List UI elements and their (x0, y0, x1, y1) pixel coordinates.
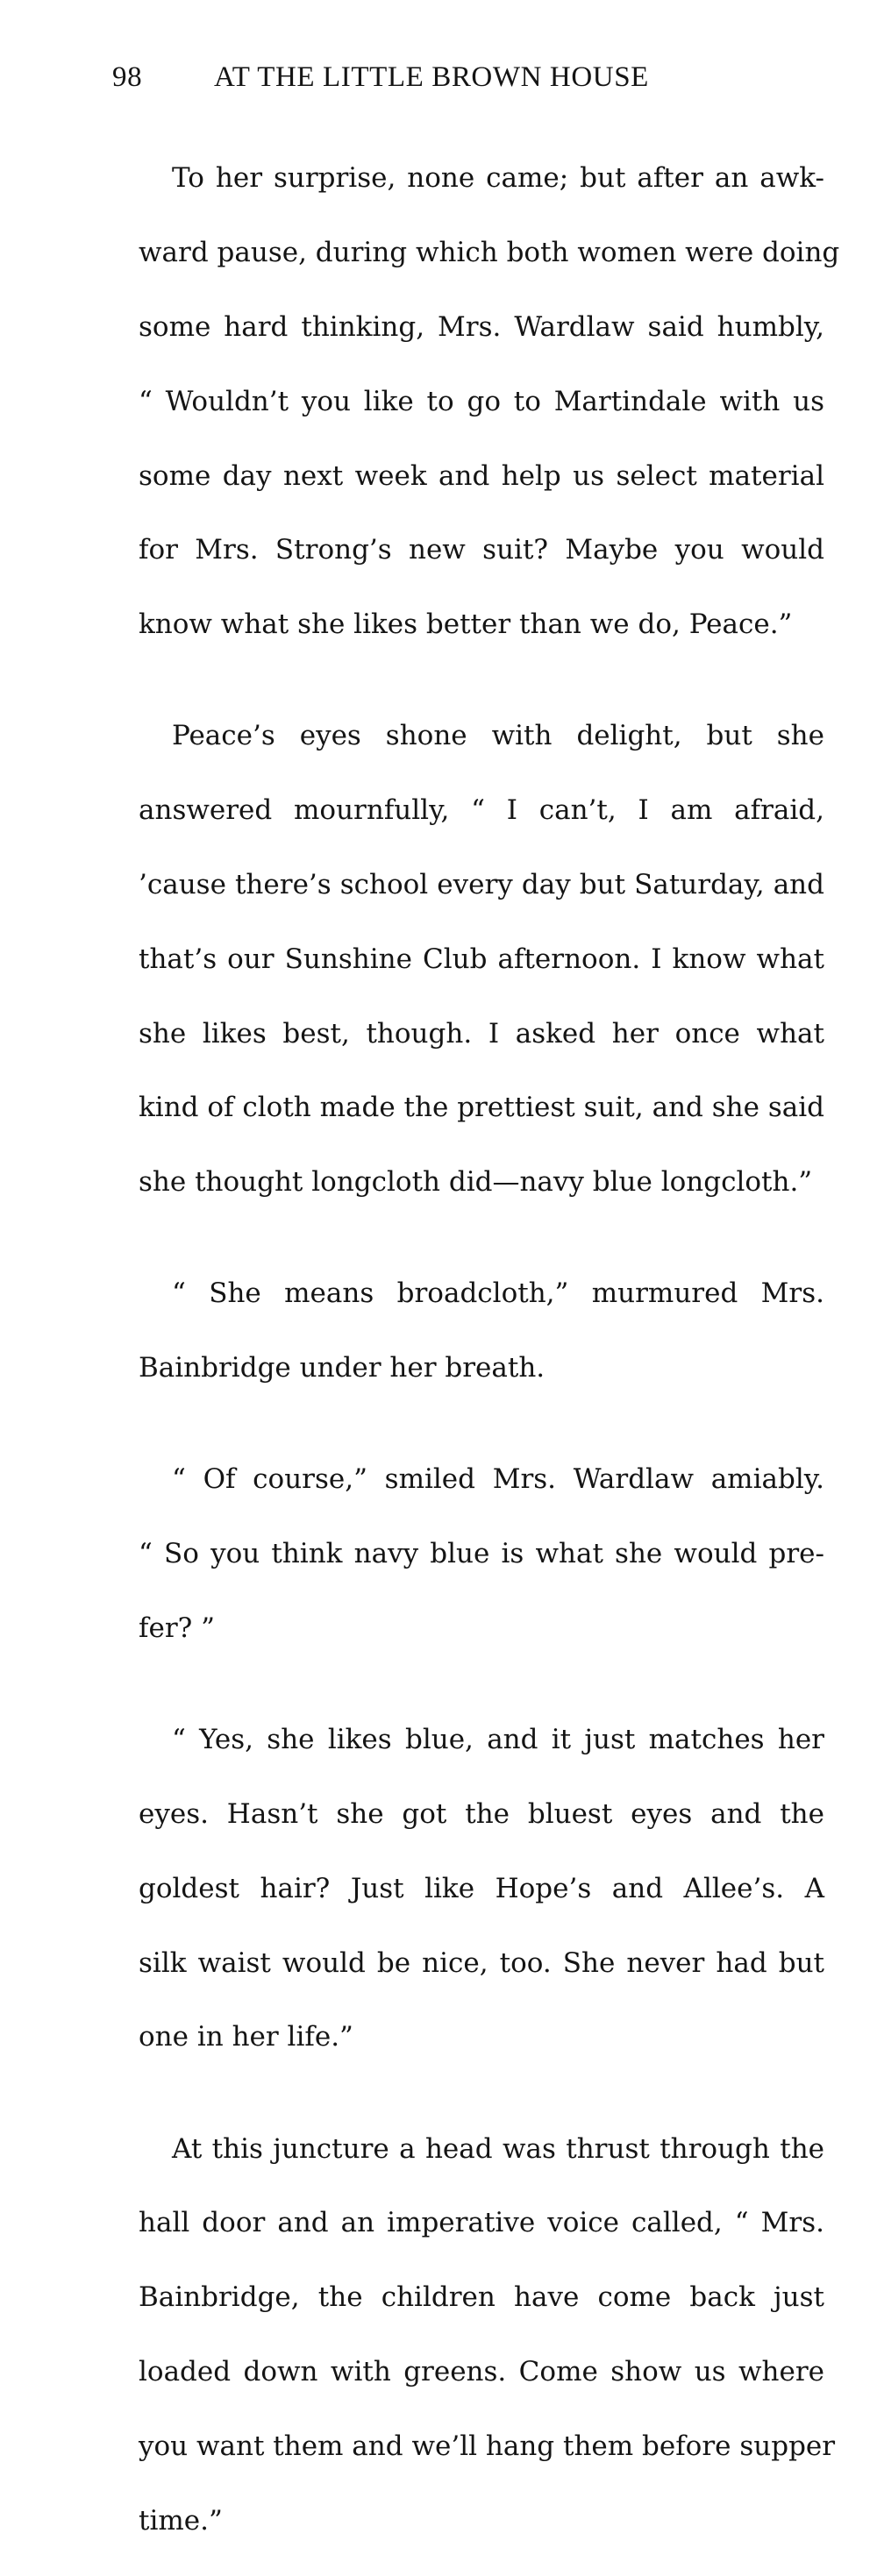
text-line: that’s our Sunshine Club afternoon. I know what (139, 943, 824, 975)
text-line: Bainbridge, the children have come back just (139, 2281, 824, 2314)
text-line: At this juncture a head was thrust through the (172, 2132, 824, 2165)
text-line: one in her life.” (139, 2021, 353, 2053)
paragraph-2 (105, 680, 824, 1238)
text-line: ’cause there’s school every day but Saturday, and (139, 868, 824, 900)
text-line: she thought longcloth did—navy blue longcloth.” (139, 1166, 813, 1199)
text-line: you want them and we’ll hang them before supper (139, 2430, 836, 2462)
text-line: know what she likes better than we do, Peace.” (139, 608, 793, 641)
text-line: To her surprise, none came; but after an awk- (172, 162, 824, 195)
paragraph-5 (105, 1684, 824, 2093)
text-line: “ So you think navy blue is what she would pre- (139, 1538, 824, 1570)
text-line: she likes best, though. I asked her once what (139, 1017, 824, 1050)
text-line: Peace’s eyes shone with delight, but she (172, 720, 824, 752)
paragraph-6 (105, 2093, 836, 2576)
text-line: silk waist would be nice, too. She never had but (139, 1946, 824, 1979)
text-line: “ Yes, she likes blue, and it just matches her (172, 1724, 824, 1756)
paragraph-3 (105, 1238, 824, 1424)
text-line: loaded down with greens. Come show us where (139, 2355, 824, 2387)
body-text (105, 123, 840, 2576)
text-line: hall door and an imperative voice called, “ Mrs. (139, 2207, 824, 2239)
paragraph-1 (105, 123, 840, 680)
paragraph-4 (105, 1424, 824, 1684)
text-line: answered mournfully, “ I can’t, I am afraid, (139, 794, 824, 827)
text-line: for Mrs. Strong’s new suit? Maybe you would (139, 534, 824, 566)
text-line: some hard thinking, Mrs. Wardlaw said humbly, (139, 311, 824, 343)
running-header (112, 61, 726, 100)
text-line: eyes. Hasn’t she got the bluest eyes and the (139, 1797, 824, 1830)
text-line: “ Wouldn’t you like to go to Martindale with us (139, 385, 824, 417)
text-line: “ Of course,” smiled Mrs. Wardlaw amiably. (172, 1463, 824, 1496)
text-line: fer? ” (139, 1612, 215, 1644)
text-line: “ She means broadcloth,” murmured Mrs. (172, 1277, 824, 1310)
page-number: 98 (112, 61, 143, 93)
text-line: Bainbridge under her breath. (139, 1352, 545, 1384)
running-title: AT THE LITTLE BROWN HOUSE (214, 61, 649, 93)
text-line: goldest hair? Just like Hope’s and Allee’s. A (139, 1872, 824, 1904)
text-line: some day next week and help us select material (139, 459, 824, 492)
text-line: time.” (139, 2504, 223, 2537)
text-line: kind of cloth made the prettiest suit, and she said (139, 1092, 824, 1124)
text-line: ward pause, during which both women were doing (139, 237, 840, 269)
